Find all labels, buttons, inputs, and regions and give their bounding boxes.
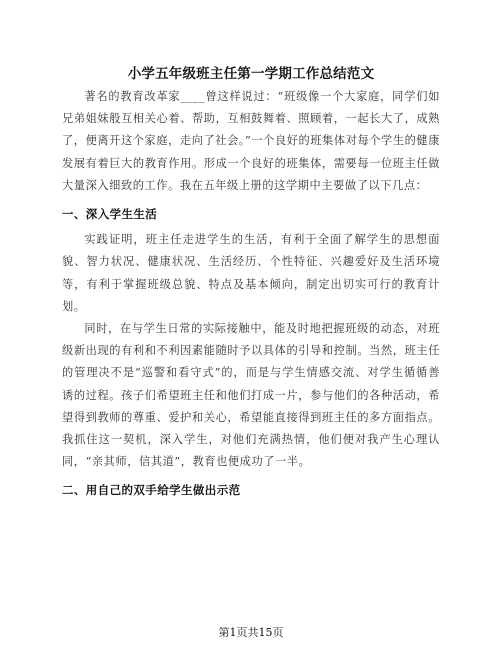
section1-paragraph-1: 实践证明，班主任走进学生的生活，有利于全面了解学生的思想面貌、智力状况、健康状况、生活经历、个性特征、兴趣爱好及生活环境等，有利于掌握班级总貌、特点及基本倾向，制定出切实可行的教育计划。 — [62, 233, 440, 313]
page-number-footer: 第1页共15页 — [218, 626, 284, 639]
document-title: 小学五年级班主任第一学期工作总结范文 — [127, 66, 375, 82]
section-heading-2: 二、用自己的双手给学生做出示范 — [62, 483, 241, 498]
intro-paragraph: 著名的教育改革家____曾这样说过：“班级像一个大家庭，同学们如兄弟姐妹般互相关心着、帮助，互相鼓舞着、照顾着，一起长大了，成熟了，便离开这个家庭，走向了社会。”一个良好的班集体对每个学生的健康发展有着巨大的教育作用。形成一个良好的班集体，需要每一位班主任做大量深入细致的工作。我在五年级上册的这学期中主要做了以下几点： — [62, 90, 440, 192]
section1-paragraph-2: 同时，在与学生日常的实际接触中，能及时地把握班级的动态，对班级新出现的有利和不利因素能随时予以具体的引导和控制。当然，班主任的管理决不是“巡警和看守式”的，而是与学生情感交流、对学生循循善诱的过程。孩子们希望班主任和他们打成一片，参与他们的各种活动，希望得到教师的尊重、爱护和关心，希望能直接得到班主任的多方面指点。我抓住这一契机，深入学生，对他们充满热情，他们便对我产生心理认同，“亲其师，信其道”，教育也便成功了一半。 — [62, 322, 440, 469]
section-heading-1: 一、深入学生生活 — [62, 207, 158, 222]
document-body — [62, 86, 440, 506]
